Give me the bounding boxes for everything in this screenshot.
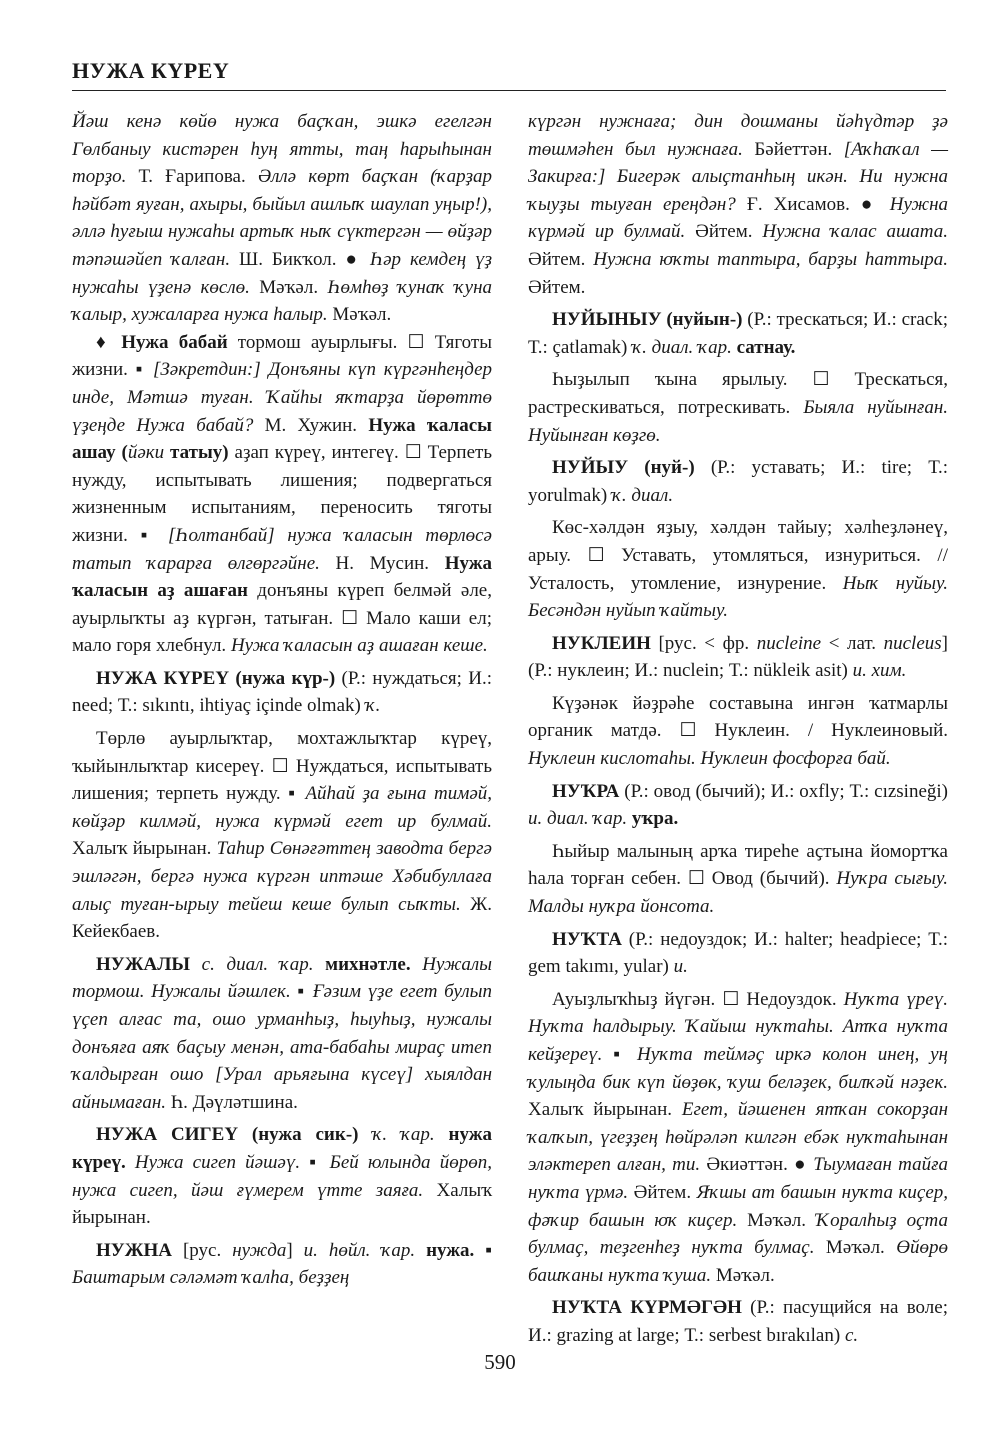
dictionary-entry	[528, 778, 948, 833]
text-run: Бәйеттән.	[742, 138, 844, 160]
example-text: Ғәзим үҙе егет булып үҫеп алғас та, ошо урманһыҙ, һыуһыҙ, нужалы донъяға аяҡ баҫыу менән, ата-бабаһы мираҫ итеп ҡалдырған ошо [Урал арьяғына күсеү] хыялдан айнымаған.	[72, 981, 492, 1113]
text-run: (Р.: овод (бычий); И.: oxfly; Т.: cızsineği)	[619, 780, 948, 802]
headword: НУҠТА КҮРМӘГӘН	[552, 1297, 742, 1319]
example-text: Бей юлында йөрөп, нужа сигеп, йәш ғүмерем үтте заяға.	[72, 1151, 492, 1201]
example-text: Таһир Сөнәғәттең заводта бергә эшләгән, бергә нужа күргән иптәше Хәбибуллаға алыҫ туған-ырыу тейеш кеше булып сыҡты.	[72, 838, 492, 915]
text-run: (Р.: нуждаться; И.: need; Т.: sıkıntı, ihtiyaç içinde olmak)	[72, 667, 493, 717]
example-text: ҡ. диал.	[611, 484, 674, 506]
text-run	[314, 954, 326, 975]
example-text: Нуҡта үреү. Нуҡта һалдырыу. Ҡайыш нуҡтаһы. Атҡа нуҡта кейҙереү.	[528, 988, 948, 1065]
example-text: nucleine	[756, 632, 822, 654]
example-text: [Аҡһаҡал — Закирға:] Бигерәк алыҫтанһың икән. Ни нужна ҡыуҙы тыуған ереңдән?	[528, 138, 949, 215]
text-run: Төрлө ауырлыҡтар, мохтажлыҡтар күреү, ҡыйынлыҡтар кисереү. ☐ Нуждаться, испытывать лишения; терпеть нужду. ▪	[72, 728, 492, 805]
header-rule	[72, 90, 946, 91]
example-text: Йәш кенә көйө нужа баҫҡан, эшкә егелгән Гөлбаныу кистәрен һуң ятты, таң һарыһынан торҙо.	[72, 111, 492, 188]
text-run: (Р.: пасущийся на воле; И.: grazing at large; Т.: serbest bırakılan)	[528, 1297, 949, 1346]
text-run: М. Хужин.	[253, 414, 369, 436]
dictionary-entry	[72, 1121, 492, 1231]
text-run: Ш. Бикҡол. ●	[230, 248, 371, 270]
text-run: Т. Ғарипова.	[126, 166, 258, 188]
example-text: и. диал. ҡар.	[528, 808, 628, 830]
headword: нужа.	[426, 1239, 475, 1261]
headword: НУЖНА	[96, 1239, 173, 1261]
text-run: Әкиәттән. ●	[700, 1154, 814, 1176]
text-run: аҙап күреү, интегеү. ☐ Терпеть нужду, испытывать лишения; подвергаться жизненным испытаниям, переносить тяготы жизни. ▪	[72, 442, 493, 546]
example-text: с.	[844, 1324, 859, 1346]
headword: НУЙЫНЫУ (нуйын-)	[552, 309, 743, 331]
dictionary-entry	[72, 951, 492, 1117]
dictionary-entry	[528, 630, 948, 685]
example-text: Һәр кемдең үҙ нужаһы үҙенә көслө.	[72, 248, 492, 298]
example-text: Яҡшы ат башын нуҡта киҫер, фәҡир башын юҡ киҫер.	[528, 1181, 948, 1231]
text-run: донъяны күреп белмәй әле, ауырлыҡты аҙ күргән, татыған. ☐ Мало каши ел; мало горя хлебнул.	[72, 580, 492, 657]
text-run	[415, 1240, 426, 1261]
example-text: Быяла нуйынған. Нуйынған көҙгө.	[528, 396, 948, 446]
text-run	[190, 954, 202, 975]
example-text: с. диал. ҡар.	[201, 953, 314, 975]
example-text: Айһай ҙа ғына тимәй, көйҙәр килмәй, нужа күрмәй егет ир булмай.	[72, 783, 492, 832]
text-run: Әйтем.	[528, 276, 586, 298]
example-text: и. хим.	[852, 660, 907, 682]
text-run: Халыҡ йырынан.	[528, 1099, 682, 1121]
text-run: (Р.: недоуздок; И.: halter; headpiece; Т.: gem takımı, yular)	[528, 928, 948, 978]
definition-paragraph	[528, 366, 948, 449]
example-text: Тыумаған тайға нуҡта үрмә.	[528, 1154, 948, 1203]
example-text: Нужна ҡалас ашата.	[762, 221, 949, 243]
paragraph	[72, 329, 492, 660]
text-run: ▪	[474, 1239, 492, 1261]
text-run: ▪	[290, 981, 313, 1003]
example-text: Нужа сигеп йәшәү.	[134, 1151, 301, 1173]
headword: Нужа бабай	[121, 331, 228, 353]
text-run: Көс-хәлдән яҙыу, хәлдән тайыу; хәлһеҙләнеү, арыу. ☐ Уставать, утомляться, изнуриться. // Усталость, утомление, изнурение.	[528, 517, 948, 594]
example-text: Нужа ҡаласын аҙ ашаған кеше.	[230, 635, 488, 657]
continued-paragraph	[528, 108, 948, 301]
dictionary-entry	[528, 306, 948, 361]
example-text: Нужалы тормош. Нужалы йәшлек.	[72, 953, 493, 1003]
text-run: Мәҡәл.	[737, 1209, 816, 1231]
text-run: ▪	[602, 1044, 637, 1065]
example-text: и. һөйл. ҡар.	[303, 1239, 416, 1261]
text-run: [рус. < фр.	[650, 632, 757, 654]
text-run	[358, 1124, 372, 1145]
text-run: Әйтем.	[528, 248, 594, 270]
definition-paragraph	[528, 838, 948, 921]
definition-paragraph	[528, 986, 948, 1290]
definition-paragraph	[72, 725, 492, 946]
text-run: Халыҡ йырынан.	[72, 1179, 492, 1229]
text-run: Ауыҙлыҡһыҙ йүгән. ☐ Недоуздок.	[552, 988, 844, 1010]
text-run: Күҙәнәк йәҙрәһе составына ингән ҡатмарлы органик матдә. ☐ Нуклеин. / Нуклеиновый.	[528, 692, 948, 742]
dictionary-entry	[72, 1237, 492, 1292]
text-run: ] (Р.: нуклеин; И.: nuclein; Т.: nükleik asit)	[528, 632, 948, 682]
example-text: күргән нужнаға; дин дошманы йәһүдтәр ҙә төшмәһен был нужнаға.	[528, 111, 948, 160]
headword: Нужа ҡаласын аҙ ашаған	[72, 552, 492, 602]
text-run: < лат.	[821, 632, 884, 654]
example-text: Ҡоралһыҙ оҫта булмаҫ, теҙгенһеҙ нуҡта булмаҫ.	[528, 1209, 948, 1259]
definition-paragraph	[528, 690, 948, 773]
headword: НУЖА КҮРЕҮ (нужа күр-)	[96, 667, 336, 689]
headword: НУЖА СИГЕҮ (нужа сик-)	[96, 1124, 359, 1146]
text-run	[411, 954, 423, 975]
example-text: [Зәкретдин:] Донъяны күп күргәнһеңдер инде, Мәтшә туған. Ҡайһы яҡтарҙа йөрөттө үҙеңде Нужа бабай?	[72, 359, 492, 436]
dictionary-entry	[528, 926, 948, 981]
headword: НУҠРА	[552, 780, 620, 802]
example-text: ҡ. ҡар.	[372, 1124, 435, 1146]
text-run: Мәҡәл.	[249, 276, 328, 298]
text-run: Халыҡ йырынан.	[72, 838, 217, 860]
headword: НУЙЫУ (нуй-)	[552, 457, 695, 479]
text-run: (Р.: уставать; И.: tire; Т.: yorulmak)	[528, 457, 948, 506]
text-run: Мәҡәл.	[327, 304, 392, 326]
example-text: Нужна күрмәй ир булмай.	[528, 193, 948, 243]
text-run: (Р.: трескаться; И.: crack; Т.: çatlamak)	[528, 309, 948, 358]
text-run: Мәҡәл.	[711, 1264, 775, 1286]
definition-paragraph	[528, 514, 948, 624]
example-text: Нуклеин кислотаһы. Нуклеин фосфорға бай.	[528, 748, 891, 770]
text-run: Ж. Кейекбаев.	[72, 893, 492, 943]
example-text: Ныҡ нуйыу. Бесәндән нуйып ҡайтыу.	[528, 572, 948, 622]
example-text: Өйөрө башҡаны нуҡта ҡуша.	[528, 1237, 948, 1286]
text-run: [рус.	[172, 1239, 233, 1261]
headword: НУКЛЕИН	[552, 632, 651, 654]
example-text: Нуҡра сығыу. Малды нуҡра йонсота.	[528, 868, 948, 918]
example-text: и.	[673, 956, 688, 978]
example-text: Әллә көрт баҫҡан (ҡарҙар һәйбәт яуған, ахыры, быйыл ашлыҡ шаулап уңыр!), әллә һуғыш нужаһы артыҡ ныҡ сүктергән — өйҙәр тәпәшәйеп ҡалған.	[72, 166, 492, 270]
text-run: ]	[286, 1239, 304, 1261]
dictionary-entry	[528, 454, 948, 509]
text-run: ▪	[300, 1151, 330, 1173]
example-text: ҡ. диал. ҡар.	[632, 336, 732, 358]
headword: михнәтле.	[325, 953, 411, 975]
text-run: ♦	[96, 331, 122, 353]
text-run: Ғ. Хисамов. ●	[735, 193, 890, 215]
headword: Нужа ҡаласы ашау (	[72, 414, 492, 464]
example-text: [Һолтанбай] нужа ҡаласын төрлөсә татып ҡарарға өлгөргәйне.	[72, 524, 492, 574]
headword: сатнау.	[736, 336, 796, 358]
example-text: nucleus	[883, 632, 942, 654]
text-run: Әйтем.	[685, 221, 763, 243]
right-column	[528, 108, 948, 1350]
dictionary-entry	[72, 665, 492, 720]
example-text: Нуҡта теймәҫ иркә колон инең, уң ҡулыңда бик күп йөҙөк, ҡуш беләҙек, билҡәй нәҙек.	[528, 1044, 948, 1093]
text-run: Һыҙылып ҡына ярылыу. ☐ Трескаться, растрескиваться, потрескивать.	[528, 369, 948, 418]
example-text: Баштарым сәләмәт ҡалһа, беҙҙең	[72, 1267, 350, 1289]
continued-paragraph	[72, 108, 492, 329]
headword: НУЖАЛЫ	[96, 953, 191, 975]
text-run	[435, 1124, 449, 1145]
text-run: Әйтем.	[628, 1181, 697, 1203]
text-run: Мәҡәл.	[814, 1237, 897, 1259]
example-text: йәки	[127, 442, 165, 464]
text-run	[126, 1152, 135, 1173]
headword: НУҠТА	[552, 928, 622, 950]
running-head: НУЖА КҮРЕҮ	[72, 58, 230, 83]
dictionary-entry	[528, 1294, 948, 1349]
example-text: Егет, йәшенен ятҡан сокорҙан ҡалҡып, үгеҙҙең һөйрәләп килгән ебәк нуҡтаһынан эләктереп алған, ти.	[528, 1099, 948, 1176]
example-text: ҡ.	[365, 695, 381, 717]
example-text: Һөмһөҙ ҡунаҡ ҡуна ҡалыр, хужаларға нужа һалыр.	[72, 276, 492, 326]
example-text: нужда	[232, 1239, 287, 1261]
example-text: Нужна юҡты таптыра, барҙы һаттыра.	[593, 248, 948, 270]
text-run: Н. Мусин.	[319, 552, 445, 574]
left-column	[72, 108, 492, 1292]
text-run: тормош ауырлығы. ☐ Тяготы жизни. ▪	[72, 331, 492, 381]
headword: уҡра.	[631, 808, 679, 830]
text-run: Һ. Дәүләтшина.	[166, 1091, 298, 1113]
text-run: Һыйыр малының арҡа тиреһе аҫтына йомортҡа һала торған себен. ☐ Овод (бычий).	[528, 840, 948, 890]
headword: нужа күреү.	[72, 1124, 492, 1173]
headword: татыу)	[164, 442, 229, 464]
page-number: 590	[484, 1350, 516, 1374]
